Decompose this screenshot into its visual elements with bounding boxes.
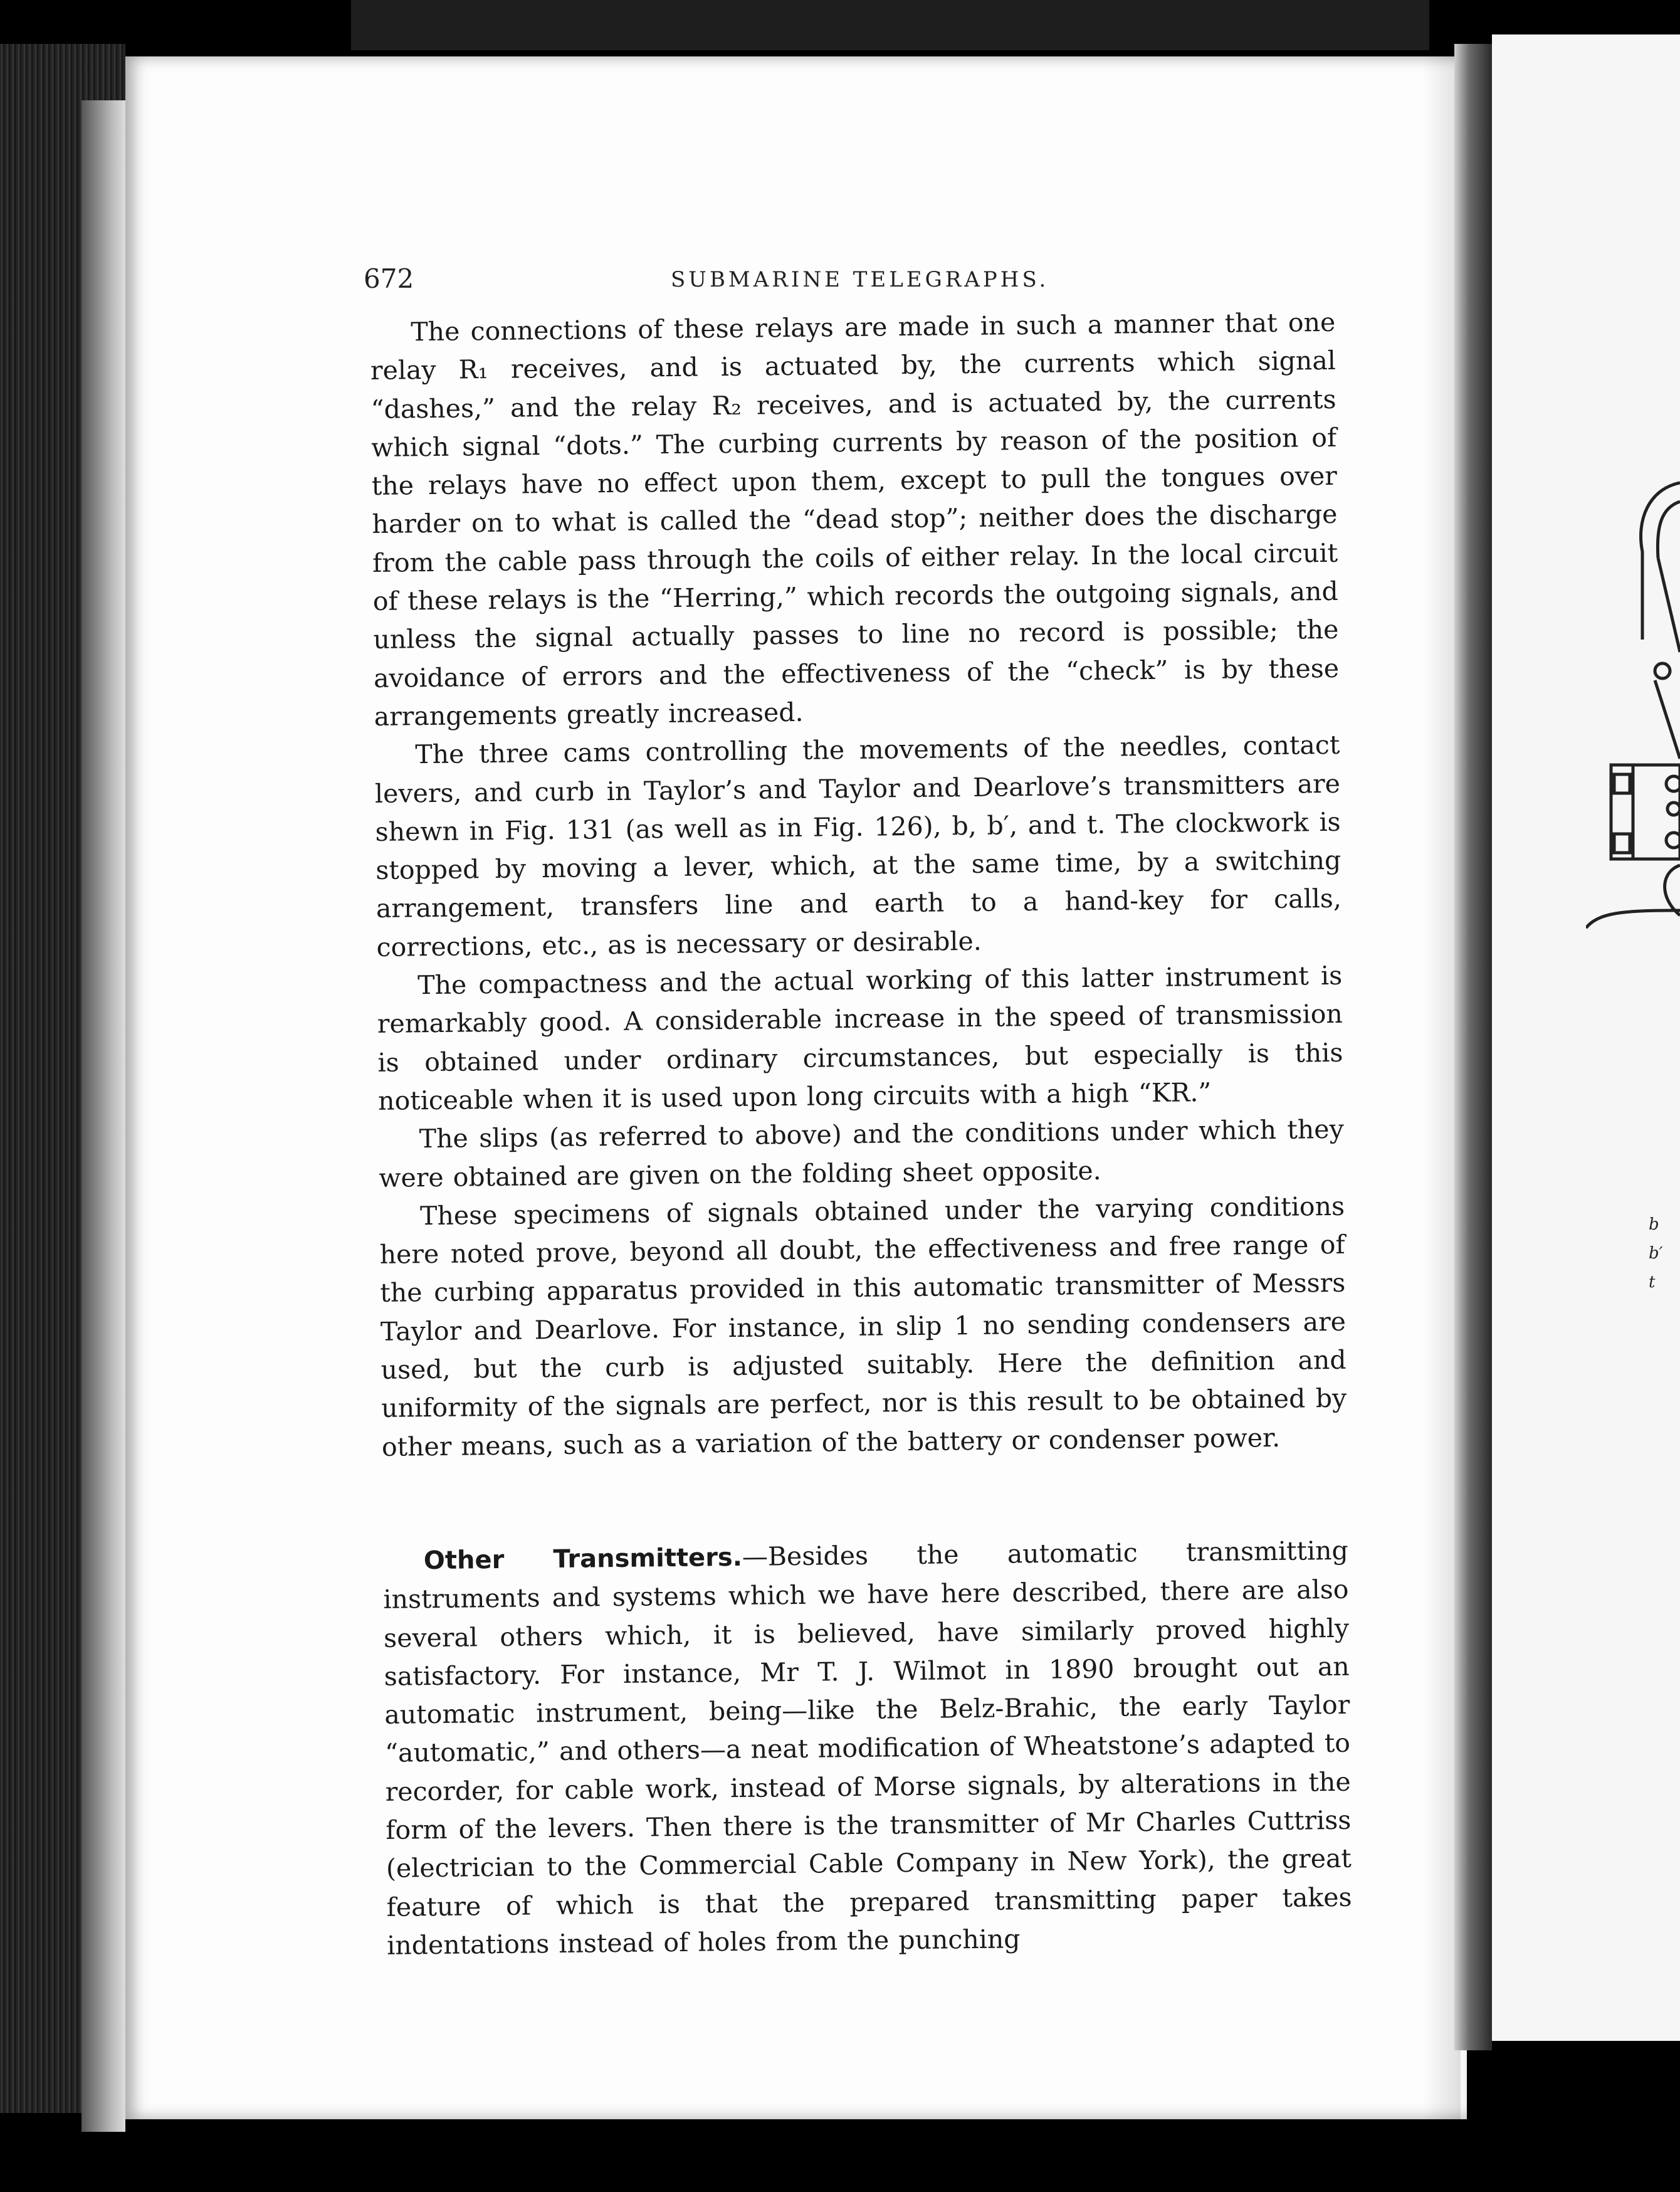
facing-label-b: b [1649,1215,1659,1234]
paragraph: The three cams controlling the movements of the needles, contact levers, and curb in Taylor’s and Taylor and Dearlove’s transmitters are shewn in Fig. 131 (as well as in Fig. 126), b, b′, and t. The clockwork is stopped by moving a lever, which, at the same time, by a switching arrangement, transfers line and earth to a hand-key for calls, corrections, etc., as is necessary or desirable. [374,730,1342,962]
page-edge [81,100,125,2132]
top-background-band [351,0,1429,50]
body-text [370,303,1353,1965]
paragraph: These specimens of signals obtained under the varying conditions here noted prove, beyond all doubt, the effectiveness and free range of the curbing apparatus provided in this automatic transmitter of Messrs Taylor and Dearlove. For instance, in slip 1 no sending condensers are used, but the curb is adjusted suitably. Here the definition and uniformity of the signals are perfect, nor is this result to be obtained by other means, such as a variation of the battery or condenser power. [379,1191,1347,1462]
book-page-stack [0,44,125,2113]
page-number: 672 [364,263,414,294]
facing-label-b-prime: b′ [1649,1244,1663,1263]
section-text: —Besides the automatic transmitting instruments and systems which we have here described, there are also several others which, it is believed, have similarly proved highly satisfactory. For instance, Mr T. J. Wilmot in 1890 brought out an automatic instrument, being—like the Belz-Brahic, the early Taylor “automatic,” and others—a neat modification of Wheatstone’s adapted to recorder, for cable work, instead of Morse signals, by alterations in the form of the levers. Then there is the transmitter of Mr Charles Cuttriss (electrician to the Commercial Cable Company in New York), the great feature of which is that the prepared transmitting paper takes indentations instead of holes from the punching [383,1535,1352,1961]
section-spacer [382,1457,1348,1542]
section-heading: Other Transmitters. [423,1542,743,1576]
paragraph: The connections of these relays are made in such a manner that one relay R₁ receives, and is actuated by, the currents which signal “dashes,” and the relay R₂ receives, and is actuated by, the currents which signal “dots.” The curbing currents by reason of the position of the relays have no effect upon them, except to pull the tongues over harder on to what is called the “dead stop”; neither does the discharge from the cable pass through the coils of either relay. In the local circuit of these relays is the “Herring,” which records the outgoing signals, and unless the signal actually passes to line no record is possible; the avoidance of errors and the effectiveness of the “check” is by these arrangements greatly increased. [370,307,1340,732]
facing-page-labels [1649,1210,1680,1297]
paragraph: The compactness and the actual working of this latter instrument is remarkably good. A considerable increase in the speed of transmission is obtained under ordinary circumstances, but especially is this noticeable when it is used upon long circuits with a high “KR.” [377,960,1343,1116]
section-paragraph [383,1532,1353,1965]
facing-page [1492,34,1680,2041]
facing-label-t: t [1649,1273,1656,1292]
book-gutter [1454,44,1492,2050]
paragraph: The slips (as referred to above) and the conditions under which they were obtained are given on the folding sheet opposite. [379,1114,1344,1193]
facing-page-figure [1586,464,1680,941]
running-head: SUBMARINE TELEGRAPHS. [671,267,1049,292]
page-header [364,263,1341,301]
